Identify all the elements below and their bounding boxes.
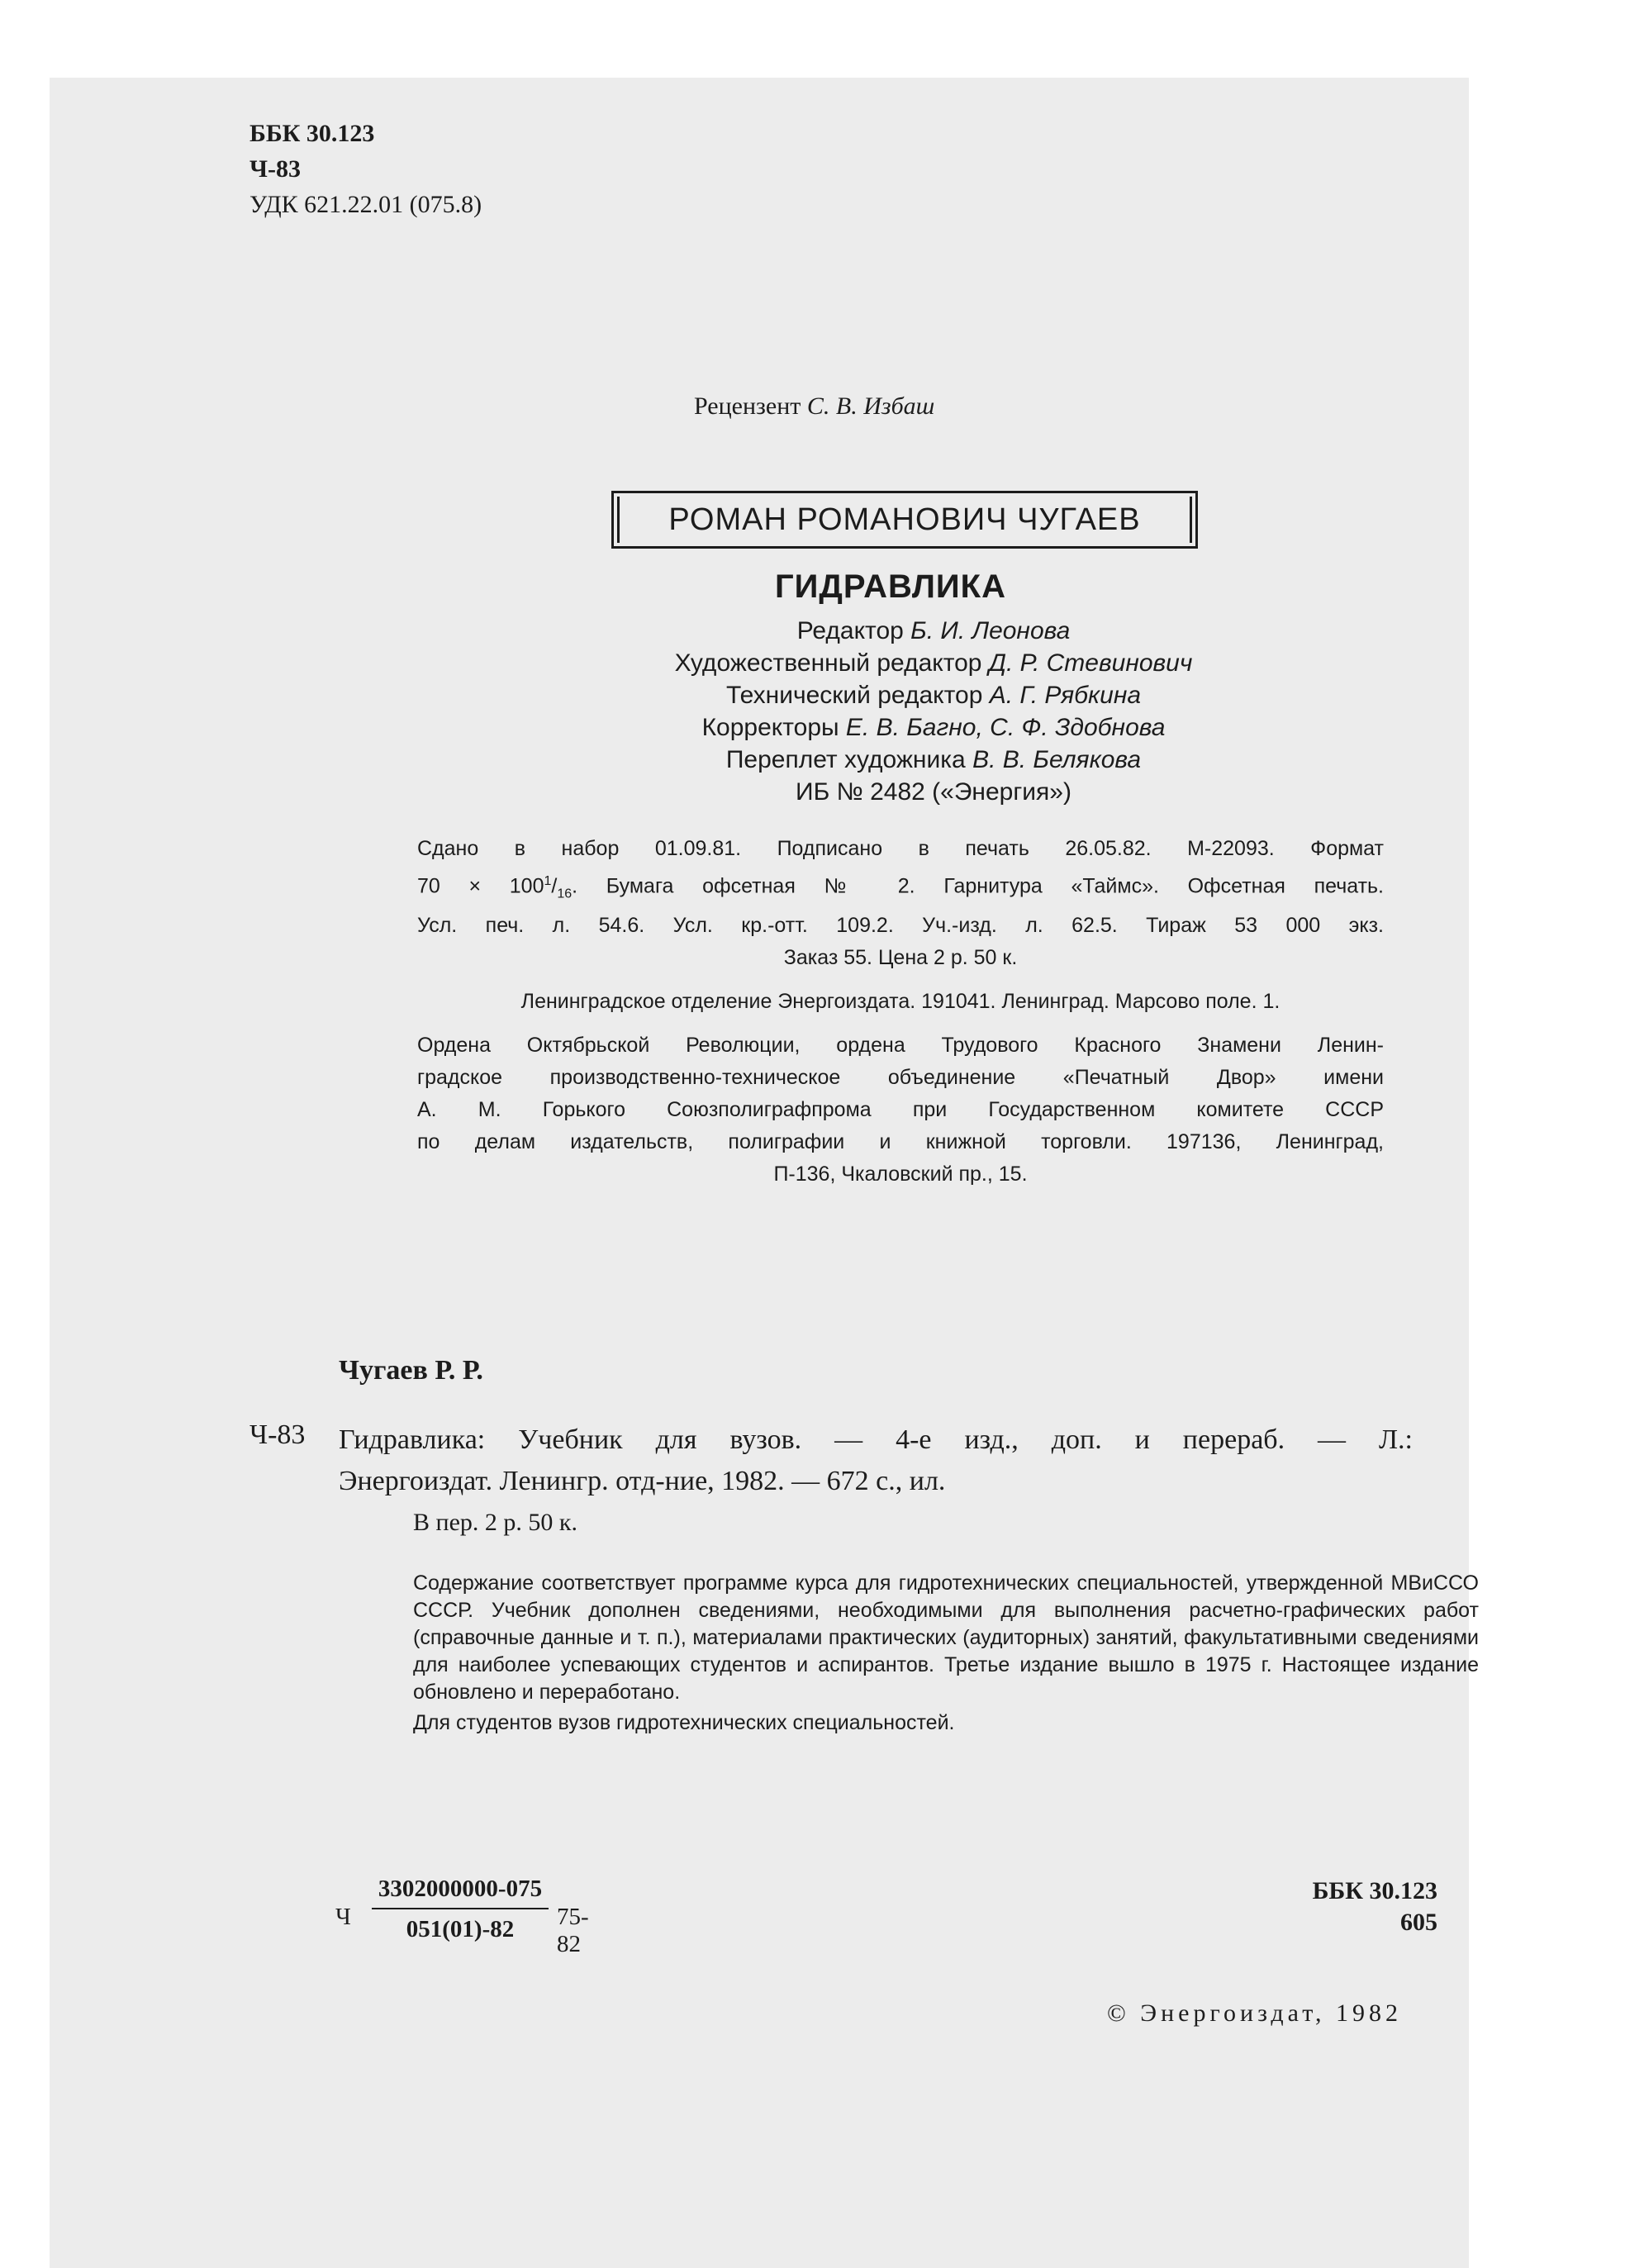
printer-line-5: П-136, Чкаловский пр., 15. (773, 1163, 1028, 1186)
author-name: РОМАН РОМАНОВИЧ ЧУГАЕВ (611, 491, 1198, 549)
printer-line-3: А. М. Горького Союзполиграфпрома при Государственном комитете СССР (417, 1098, 1384, 1122)
bbk-code: ББК 30.123 (249, 120, 375, 147)
index-denominator: 051(01)-82 (406, 1916, 515, 1942)
copyright-line: © Энергоиздат, 1982 (1107, 1999, 1403, 2027)
index-fraction (372, 1876, 549, 1943)
annotation (413, 1570, 1479, 1737)
catalog-author: Чугаев Р. Р. (339, 1355, 483, 1386)
bbk-footer-number: 605 (1400, 1909, 1437, 1936)
catalog-entry (339, 1419, 1413, 1543)
ib-number: ИБ № 2482 («Энергия») (796, 778, 1071, 806)
credits-list (578, 615, 1289, 808)
publisher-branch: Ленинградское отделение Энергоиздата. 191041. Ленинград. Марсово поле. 1. (520, 990, 1281, 1014)
printer-line-4: по делам издательств, полиграфии и книжной торговли. 197136, Ленинград, (417, 1130, 1384, 1154)
printer-line-1: Ордена Октябрьской Революции, ордена Трудового Красного Знамени Ленин- (417, 1034, 1384, 1058)
credit-line: Технический редактор А. Г. Рябкина (725, 682, 1142, 709)
catalog-entry-line-1: Гидравлика: Учебник для вузов. — 4-е изд., доп. и перераб. — Л.: (339, 1424, 1413, 1455)
credit-line: Корректоры Е. В. Багно, С. Ф. Здобнова (701, 714, 1166, 741)
reviewer-name: С. В. Избаш (806, 392, 935, 420)
pub-line-2: $70 \times 100^1/_{16}$. Бумага офсетная № 2. Гарнитура «Таймс». Офсетная печать. (417, 874, 1384, 901)
annotation-text: Содержание соответствует программе курса для гидротехнических специальностей, утвержденной МВиССО СССР. Учебник дополнен сведениями, необходимыми для выполнения расчетно-графических работ (справочные данные и т. п.), материалами практических (аудиторных) занятий, факультативными сведениями для наиболее успевающих студентов и аспирантов. Третье издание вышло в 1975 г. Настоящее издание обновлено и переработано. (413, 1571, 1479, 1704)
credit-line: Переплет художника В. В. Белякова (725, 746, 1142, 773)
catalog-code: Ч-83 (249, 1419, 306, 1450)
index-numerator: 3302000000-075 (378, 1876, 543, 1902)
pub-line-3: Усл. печ. л. 54.6. Усл. кр.-отт. 109.2. Уч.-изд. л. 62.5. Тираж 53 000 экз. (417, 914, 1384, 938)
printer-line-2: градское производственно-техническое объединение «Печатный Двор» имени (417, 1066, 1384, 1090)
annotation-audience: Для студентов вузов гидротехнических специальностей. (413, 1711, 955, 1734)
index-prefix: Ч (335, 1904, 351, 1930)
catalog-price: В пер. 2 р. 50 к. (413, 1509, 577, 1536)
reviewer-label: Рецензент (694, 392, 801, 420)
pub-line-4: Заказ 55. Цена 2 р. 50 к. (783, 946, 1018, 970)
bbk-footer-code: ББК 30.123 (1312, 1877, 1437, 1904)
udk-code: УДК 621.22.01 (075.8) (249, 191, 482, 218)
author-mark: Ч-83 (249, 155, 302, 183)
publication-details (417, 833, 1384, 1191)
bbk-footer (1289, 1876, 1437, 1938)
credit-line: Редактор Б. И. Леонова (796, 617, 1071, 644)
catalog-entry-line-2: Энергоиздат. Ленингр. отд-ние, 1982. — 672 с., ил. (339, 1466, 946, 1496)
classification-header (249, 116, 482, 222)
index-year: 75-82 (557, 1904, 589, 1957)
book-title: ГИДРАВЛИКА (775, 568, 1006, 605)
reviewer-line (694, 392, 934, 421)
pub-line-1: Сдано в набор 01.09.81. Подписано в печать 26.05.82. М-22093. Формат (417, 837, 1384, 860)
credit-line: Художественный редактор Д. Р. Стевинович (674, 649, 1193, 677)
